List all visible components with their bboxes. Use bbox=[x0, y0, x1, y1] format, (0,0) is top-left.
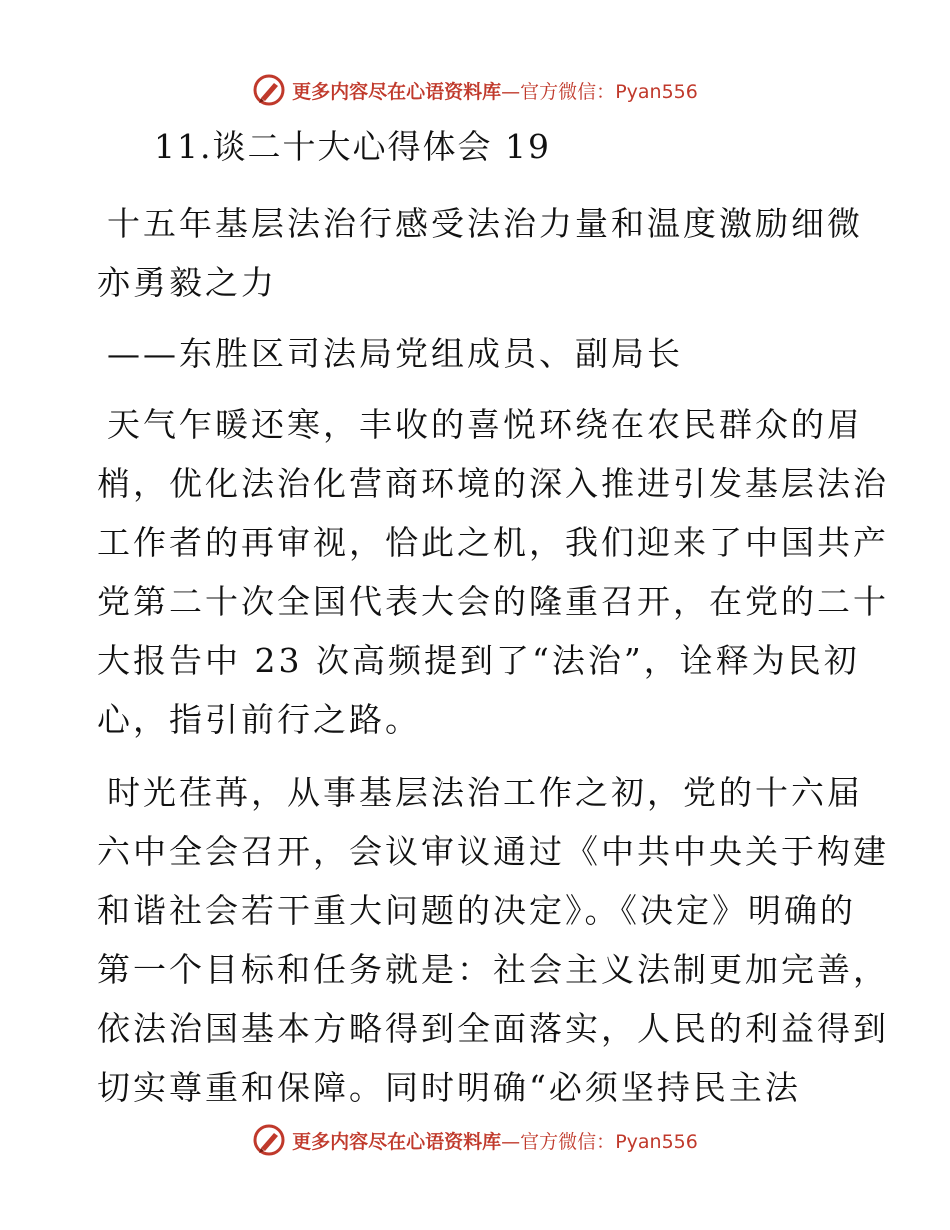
paragraph-line: 六中全会召开，会议审议通过《中共中央关于构建 bbox=[97, 832, 889, 871]
watermark-separator: — bbox=[501, 1130, 521, 1153]
headline-line: 亦勇毅之力 bbox=[97, 263, 277, 302]
article-byline bbox=[97, 324, 857, 383]
watermark-separator: — bbox=[501, 80, 521, 103]
paragraph-line: 工作者的再审视，恰此之机，我们迎来了中国共产 bbox=[97, 523, 889, 562]
pen-logo-icon bbox=[252, 1123, 286, 1157]
paragraph-line: 天气乍暖还寒，丰收的喜悦环绕在农民群众的眉 bbox=[107, 405, 863, 444]
paragraph-line: 和谐社会若干重大问题的决定》。《决定》明确的 bbox=[97, 891, 856, 930]
watermark-site-name: 更多内容尽在心语资料库 bbox=[292, 1130, 502, 1153]
paragraph-line: 依法治国基本方略得到全面落实，人民的利益得到 bbox=[97, 1009, 889, 1048]
paragraph-line: 第一个目标和任务就是：社会主义法制更加完善， bbox=[97, 950, 889, 989]
watermark-wechat-label: 官方微信： bbox=[520, 80, 616, 103]
paragraph-line: 切实尊重和保障。同时明确“必须坚持民主法 bbox=[97, 1068, 801, 1107]
pen-logo-icon bbox=[252, 73, 286, 107]
watermark-site-name: 更多内容尽在心语资料库 bbox=[292, 80, 502, 103]
paragraph-line: 党第二十次全国代表大会的隆重召开，在党的二十 bbox=[97, 582, 889, 621]
watermark-wechat-label: 官方微信： bbox=[520, 1130, 616, 1153]
headline-line: 十五年基层法治行感受法治力量和温度激励细微 bbox=[107, 204, 863, 243]
document-body bbox=[97, 122, 889, 1131]
paragraph-line: 时光荏苒，从事基层法治工作之初，党的十六届 bbox=[107, 773, 863, 812]
watermark-text bbox=[292, 77, 698, 104]
header-watermark bbox=[0, 70, 950, 110]
watermark-wechat-id: Pyan556 bbox=[615, 80, 698, 103]
paragraph-line: 梢，优化法治化营商环境的深入推进引发基层法治 bbox=[97, 464, 889, 503]
paragraph-line: 大报告中 23 次高频提到了“法治”，诠释为民初 bbox=[97, 641, 860, 680]
watermark-wechat-id: Pyan556 bbox=[615, 1130, 698, 1153]
section-title: 11.谈二十大心得体会 19 bbox=[154, 127, 551, 166]
paragraph-line: 心，指引前行之路。 bbox=[97, 700, 421, 739]
paragraph-1 bbox=[97, 395, 889, 749]
paragraph-2 bbox=[97, 763, 889, 1117]
article-headline bbox=[97, 194, 863, 312]
byline-text: ——东胜区司法局党组成员、副局长 bbox=[107, 334, 683, 373]
footer-watermark bbox=[0, 1120, 950, 1160]
watermark-text bbox=[292, 1127, 698, 1154]
